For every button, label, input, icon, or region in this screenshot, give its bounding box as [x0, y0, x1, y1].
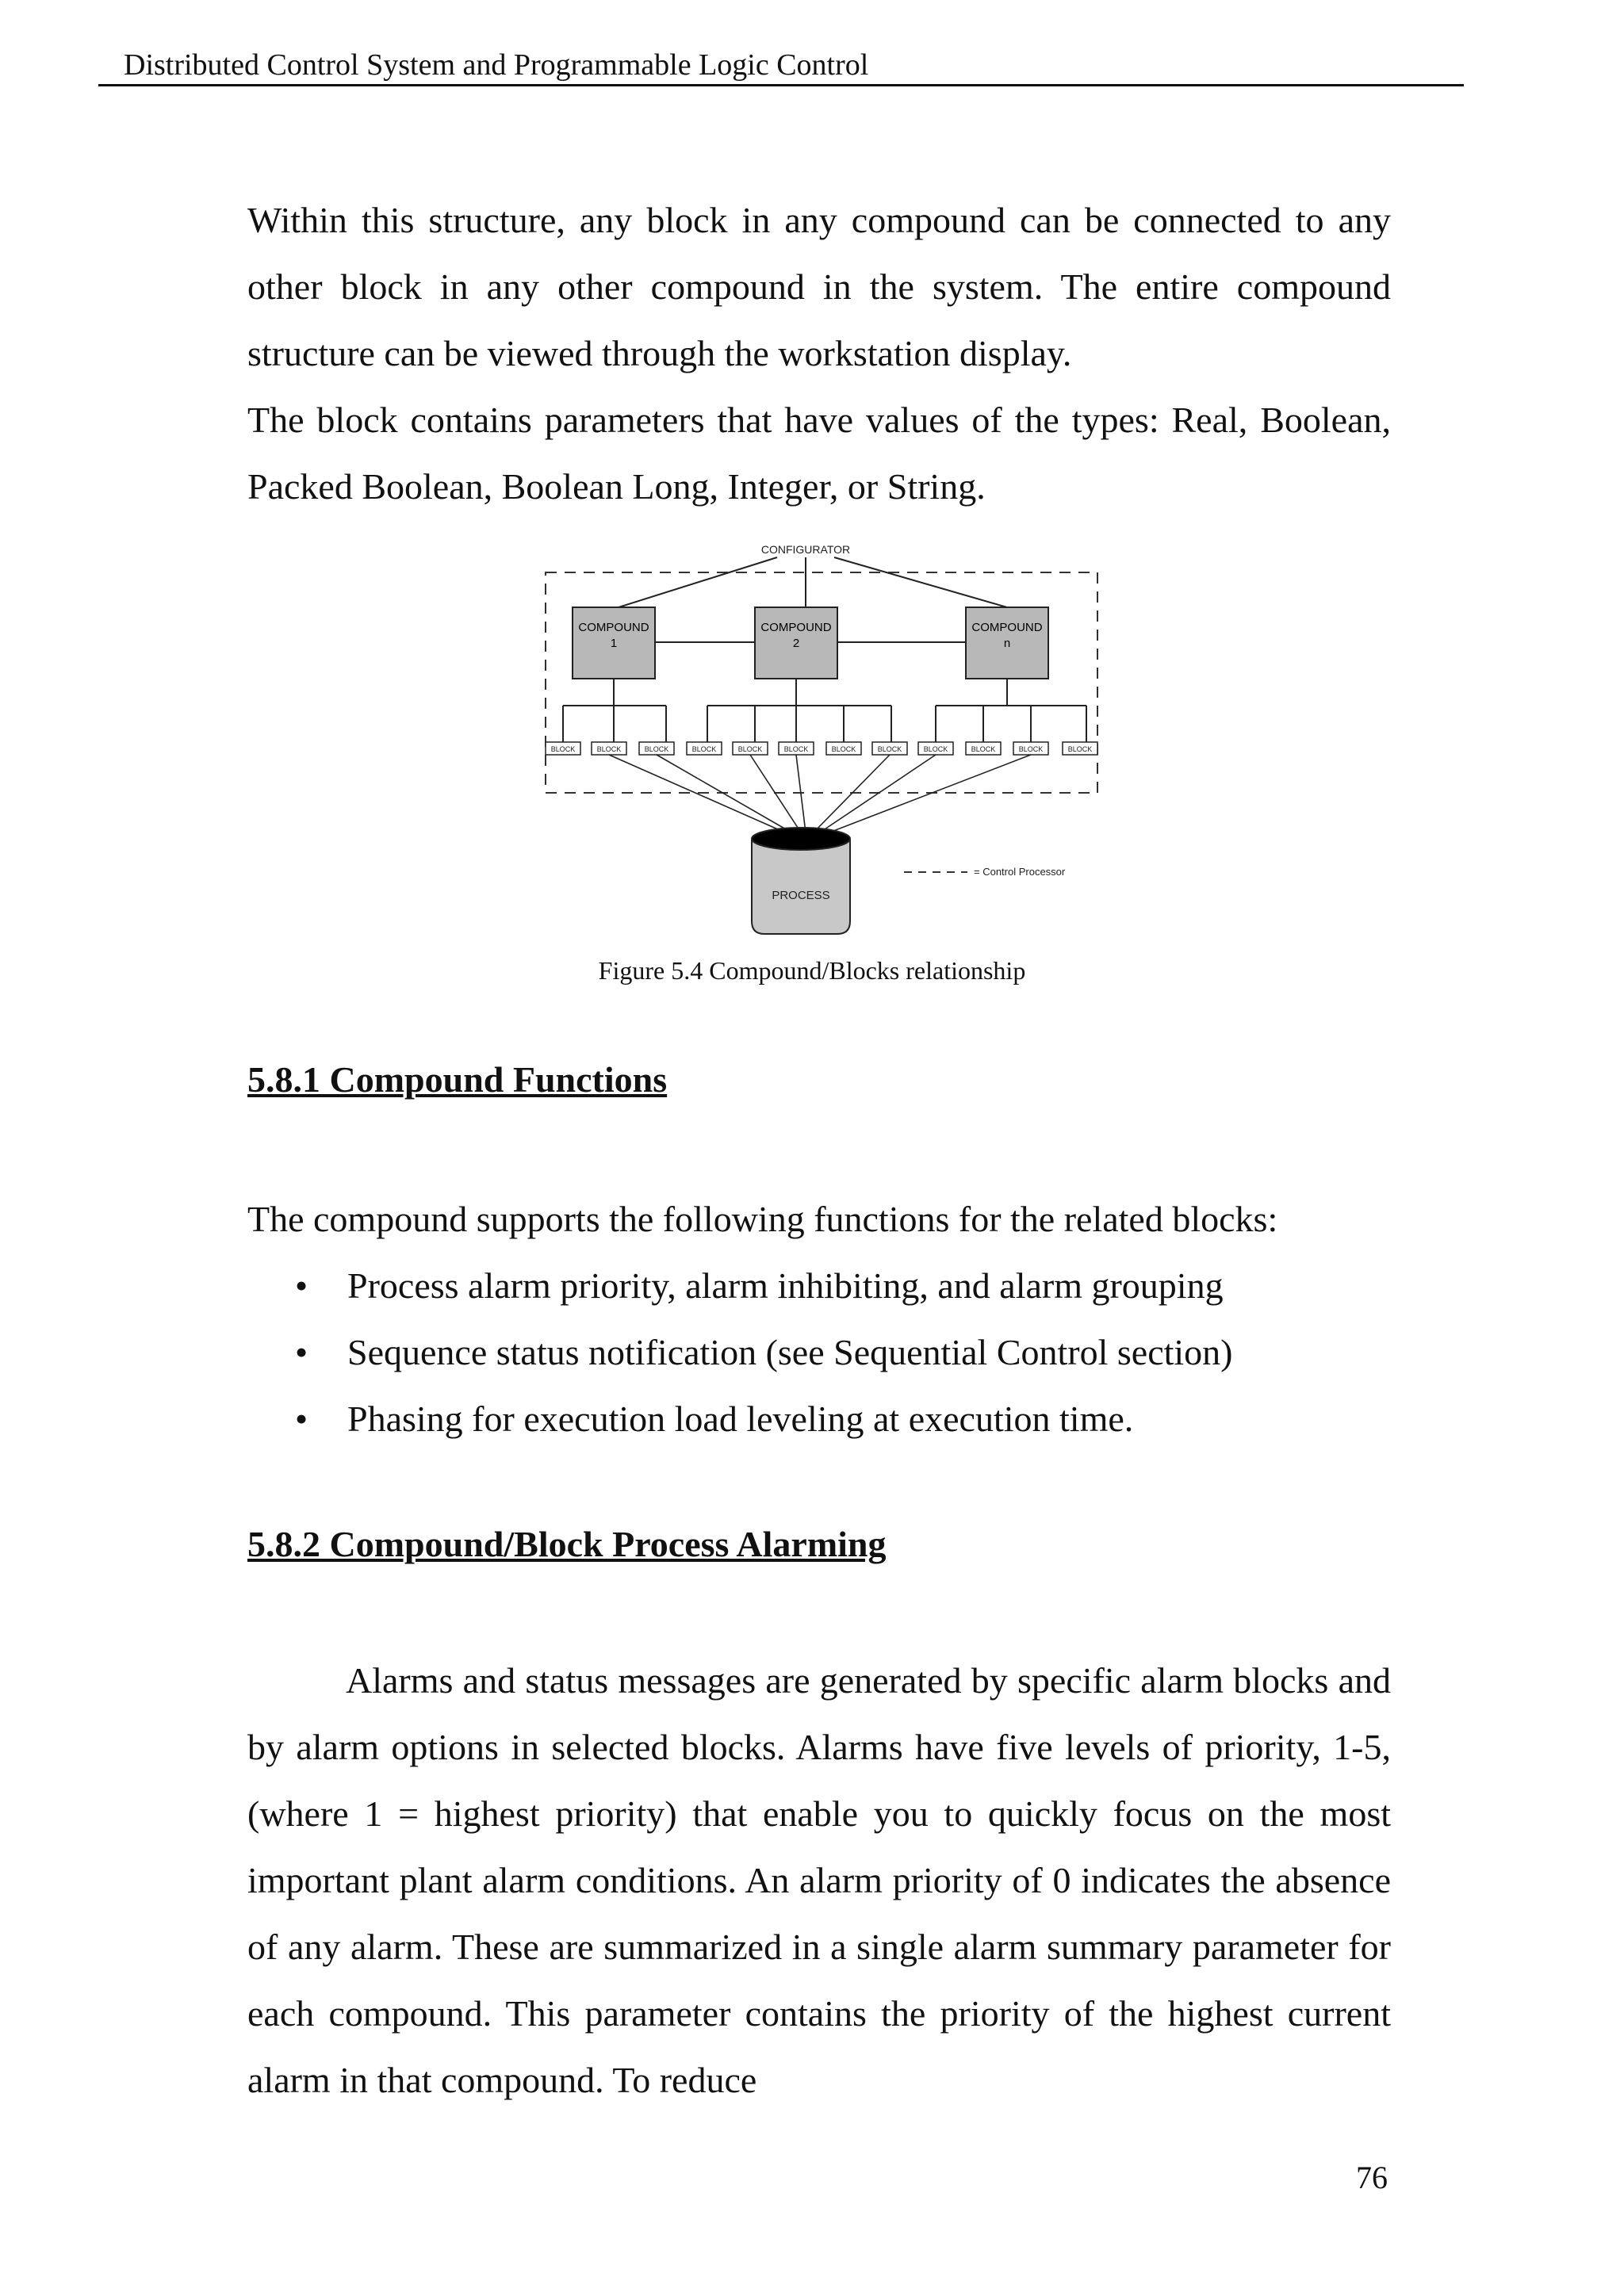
- block-box: [687, 742, 722, 755]
- section-heading-compound-functions: 5.8.1 Compound Functions: [247, 1059, 668, 1100]
- control-processor-boundary: [546, 572, 1097, 793]
- compound-block-links: [563, 679, 1086, 744]
- block-box: [1013, 742, 1048, 755]
- intro-paragraph-2: The block contains parameters that have values of the types: Real, Boolean, Packed Boolean, Boolean Long, Integer, or String.: [247, 400, 1391, 507]
- svg-text:BLOCK: BLOCK: [923, 745, 948, 753]
- svg-text:BLOCK: BLOCK: [644, 745, 669, 753]
- svg-text:2: 2: [792, 637, 800, 650]
- process-cylinder: [752, 828, 850, 934]
- svg-text:COMPOUND: COMPOUND: [578, 621, 649, 634]
- block-box: [1063, 742, 1097, 755]
- running-title: Distributed Control System and Programmable Logic Control: [124, 48, 869, 82]
- block-box: [592, 742, 626, 755]
- svg-text:BLOCK: BLOCK: [971, 745, 996, 753]
- block-row: [546, 742, 1097, 755]
- compound-box: [755, 607, 837, 679]
- svg-text:BLOCK: BLOCK: [550, 745, 576, 753]
- compound-box: [573, 607, 655, 679]
- section2-paragraph: Alarms and status messages are generated by specific alarm blocks and by alarm options in selected blocks. Alarms have five levels of priority, 1-5, (where 1 = highest priority) that enable you to quickly focus on the most important plant alarm conditions. An alarm priority of 0 indicates the absence of any alarm. These are summarized in a single alarm summary parameter for each compound. This parameter contains the priority of the highest current alarm in that compound. To reduce: [247, 1660, 1391, 2100]
- block-box: [639, 742, 674, 755]
- section1-intro: The compound supports the following functions for the related blocks:: [247, 1199, 1278, 1239]
- figure-caption: Figure 5.4 Compound/Blocks relationship: [598, 956, 1026, 985]
- compound-box: [966, 607, 1048, 679]
- block-box: [966, 742, 1001, 755]
- page-number: 76: [1356, 2160, 1388, 2195]
- list-item: • Phasing for execution load leveling at execution time.: [247, 1386, 1391, 1452]
- function-list: [247, 1253, 1391, 1452]
- legend-label: = Control Processor: [974, 866, 1066, 878]
- process-label: PROCESS: [772, 889, 830, 902]
- svg-text:COMPOUND: COMPOUND: [760, 621, 832, 634]
- svg-text:1: 1: [610, 637, 618, 650]
- svg-text:BLOCK: BLOCK: [1067, 745, 1093, 753]
- configurator-links: [619, 557, 1007, 607]
- running-header: [98, 46, 1464, 86]
- svg-text:BLOCK: BLOCK: [1018, 745, 1044, 753]
- svg-text:COMPOUND: COMPOUND: [971, 621, 1043, 634]
- configurator-label: CONFIGURATOR: [760, 543, 851, 556]
- compound-blocks-diagram: [539, 538, 1110, 945]
- section-heading-process-alarming: 5.8.2 Compound/Block Process Alarming: [247, 1524, 887, 1564]
- block-box: [918, 742, 953, 755]
- list-item: • Process alarm priority, alarm inhibiting, and alarm grouping: [247, 1253, 1391, 1319]
- bullet-icon: •: [295, 1332, 308, 1372]
- svg-text:BLOCK: BLOCK: [831, 745, 856, 753]
- block-box: [733, 742, 768, 755]
- list-item: • Sequence status notification (see Sequential Control section): [247, 1319, 1391, 1386]
- bullet-icon: •: [295, 1399, 308, 1439]
- svg-text:BLOCK: BLOCK: [737, 745, 763, 753]
- svg-text:BLOCK: BLOCK: [691, 745, 717, 753]
- block-box: [872, 742, 907, 755]
- intro-paragraph-1: Within this structure, any block in any compound can be connected to any other block in any other compound in the system. The entire compound structure can be viewed through the workstation display.: [247, 200, 1391, 373]
- svg-text:n: n: [1003, 637, 1011, 650]
- block-box: [826, 742, 861, 755]
- block-box: [779, 742, 814, 755]
- bullet-icon: •: [295, 1265, 308, 1306]
- block-box: [546, 742, 580, 755]
- svg-text:BLOCK: BLOCK: [596, 745, 622, 753]
- svg-text:BLOCK: BLOCK: [783, 745, 809, 753]
- svg-text:BLOCK: BLOCK: [877, 745, 902, 753]
